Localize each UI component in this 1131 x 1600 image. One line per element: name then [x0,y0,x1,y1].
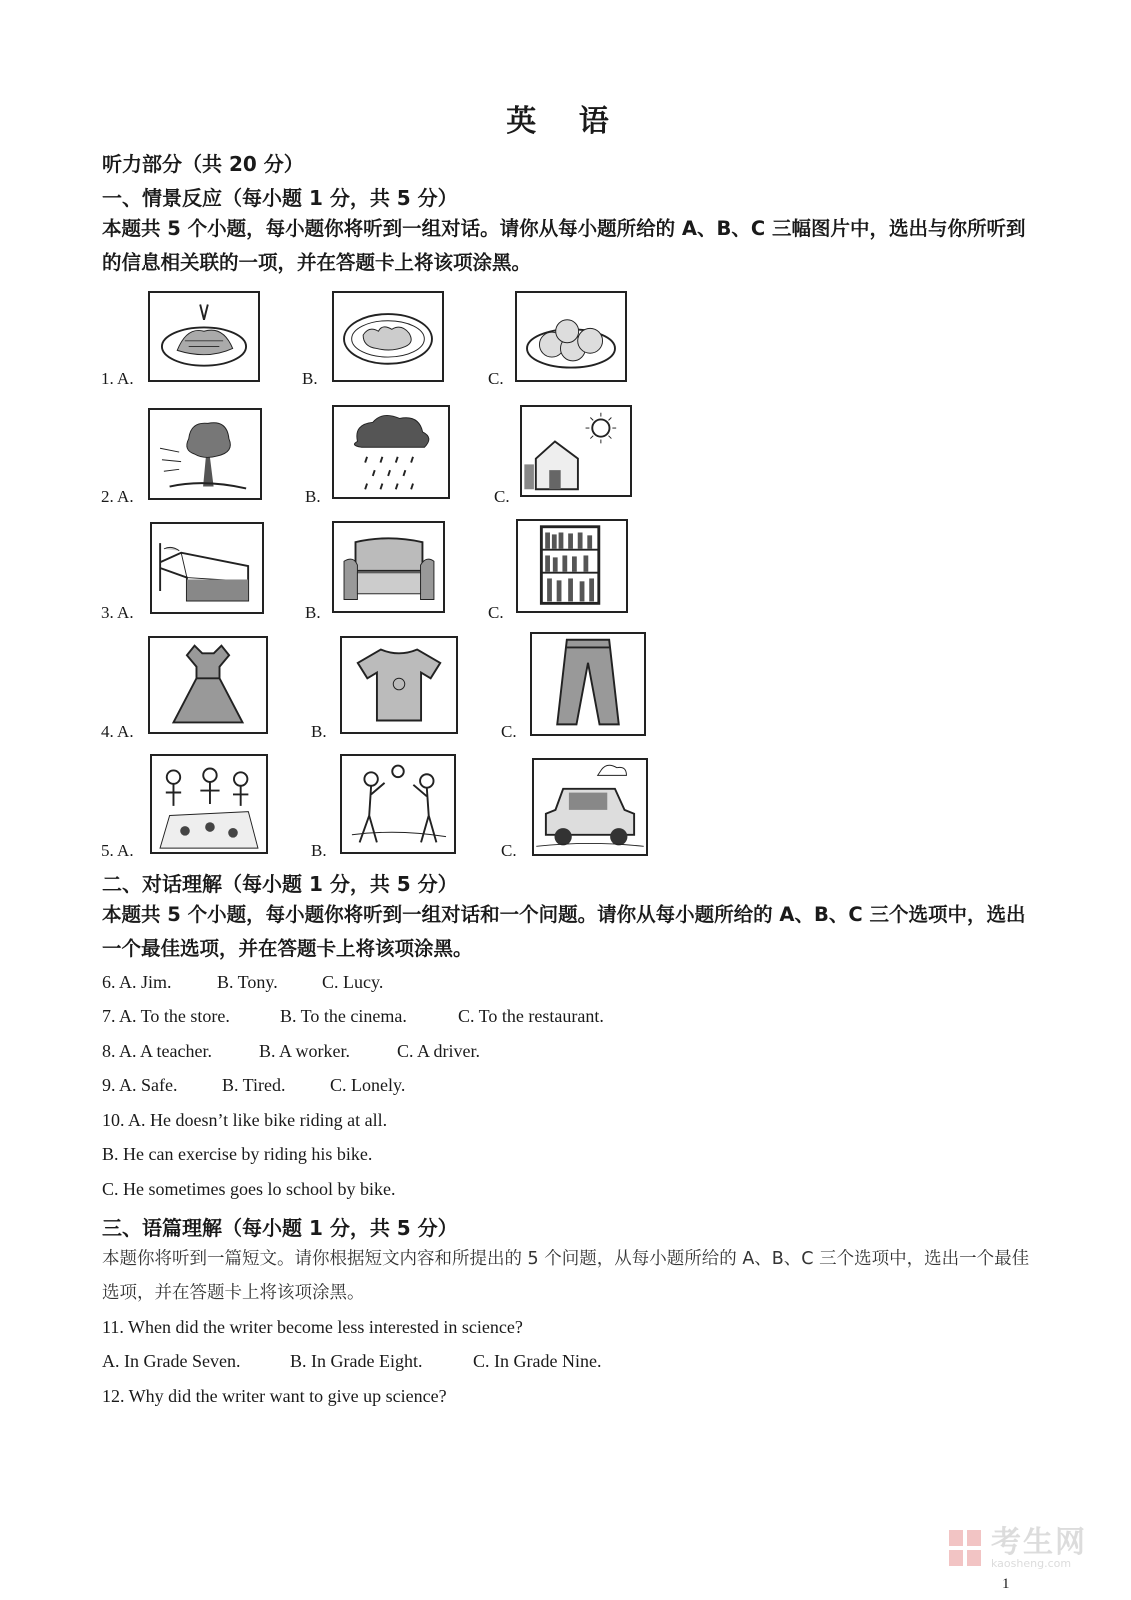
section3-instruction: 本题你将听到一篇短文。请你根据短文内容和所提出的 5 个问题，从每小题所给的 A、B、C 三个选项中，选出一个最佳选项，并在答题卡上将该项涂黑。 [102,1249,1030,1303]
q10-option-b: B. He can exercise by riding his bike. [102,1144,373,1164]
listening-header: 听力部分（共 20 分） [102,152,304,176]
q3-label-c: C. [488,603,504,622]
q1-label-c: C. [488,369,504,388]
q4-label-c: C. [501,722,517,741]
q2-label-a: 2. A. [101,487,134,506]
q2-option-c-picture [520,405,632,497]
section2-heading: 二、对话理解（每小题 1 分，共 5 分） [102,872,458,896]
q6-option-a: 6. A. Jim. [102,972,172,992]
playing-ball-image [342,756,454,852]
q3-option-b-picture [332,521,445,613]
watermark-subtext: kaosheng.com [991,1557,1072,1570]
q11-option-b: B. In Grade Eight. [290,1351,423,1371]
q5-label-c: C. [501,841,517,860]
tshirt-image [342,638,456,732]
q11-option-a: A. In Grade Seven. [102,1351,241,1371]
q4-option-a-picture [148,636,268,734]
q1-label-b: B. [302,369,318,388]
page-title: 英 语 [506,104,625,139]
bookcase-image [518,521,626,611]
trousers-image [532,634,644,734]
q7-option-a: 7. A. To the store. [102,1006,230,1026]
sunny-house-image [522,407,630,495]
page-number: 1 [1002,1576,1010,1592]
dumplings-image [150,293,258,380]
q5-option-c-picture [532,758,648,856]
q4-label-a: 4. A. [101,722,134,741]
section1-heading: 一、情景反应（每小题 1 分，共 5 分） [102,186,458,210]
q3-option-a-picture [150,522,264,614]
q4-option-b-picture [340,636,458,734]
q1-label-a: 1. A. [101,369,134,388]
rain-cloud-image [334,407,448,497]
q7-option-b: B. To the cinema. [280,1006,407,1026]
section2-instruction: 本题共 5 个小题，每小题你将听到一组对话和一个问题。请你从每小题所给的 A、B、C 三个选项中，选出一个最佳选项，并在答题卡上将该项涂黑。 [102,903,1026,960]
q5-label-b: B. [311,841,327,860]
q5-option-b-picture [340,754,456,854]
q1-option-a-picture [148,291,260,382]
q8-option-a: 8. A. A teacher. [102,1041,212,1061]
q2-option-b-picture [332,405,450,499]
q5-label-a: 5. A. [101,841,134,860]
q7-options [102,1006,604,1027]
q10-option-c: C. He sometimes goes lo school by bike. [102,1179,396,1199]
q11-options [102,1351,601,1372]
q7-option-c: C. To the restaurant. [458,1006,604,1026]
windy-tree-image [150,410,260,498]
q8-option-c: C. A driver. [397,1041,481,1061]
section3-heading: 三、语篇理解（每小题 1 分，共 5 分） [102,1216,458,1240]
plate-food-image [334,293,442,380]
section1-instruction: 本题共 5 个小题，每小题你将听到一组对话。请你从每小题所给的 A、B、C 三幅图片中，选出与你所听到的信息相关联的一项，并在答题卡上将该项涂黑。 [102,217,1026,274]
q9-option-c: C. Lonely. [330,1075,406,1095]
q9-option-a: 9. A. Safe. [102,1075,178,1095]
q2-label-b: B. [305,487,321,506]
q9-options [102,1075,405,1096]
q1-option-c-picture [515,291,627,382]
picnic-image [152,756,266,852]
q8-option-b: B. A worker. [259,1041,351,1061]
q9-option-b: B. Tired. [222,1075,286,1095]
q2-label-c: C. [494,487,510,506]
q3-label-b: B. [305,603,321,622]
q10-option-a: 10. A. He doesn’t like bike riding at all. [102,1110,388,1130]
armchair-image [334,523,443,611]
bed-image [152,524,262,612]
steamed-buns-image [517,293,625,380]
q4-label-b: B. [311,722,327,741]
watermark-logo [949,1525,1087,1570]
q5-option-a-picture [150,754,268,854]
q11-question: 11. When did the writer become less interested in science? [102,1317,523,1337]
q6-option-c: C. Lucy. [322,972,384,992]
q8-options [102,1041,480,1062]
logo-icon [949,1530,985,1568]
q3-label-a: 3. A. [101,603,134,622]
watermark-text: 考生网 [991,1525,1087,1560]
q12-question: 12. Why did the writer want to give up science? [102,1386,447,1406]
q4-option-c-picture [530,632,646,736]
q6-options [102,972,383,993]
q6-option-b: B. Tony. [217,972,278,992]
q1-option-b-picture [332,291,444,382]
q11-option-c: C. In Grade Nine. [473,1351,602,1371]
q3-option-c-picture [516,519,628,613]
driving-car-image [534,760,646,854]
q2-option-a-picture [148,408,262,500]
dress-image [150,638,266,732]
